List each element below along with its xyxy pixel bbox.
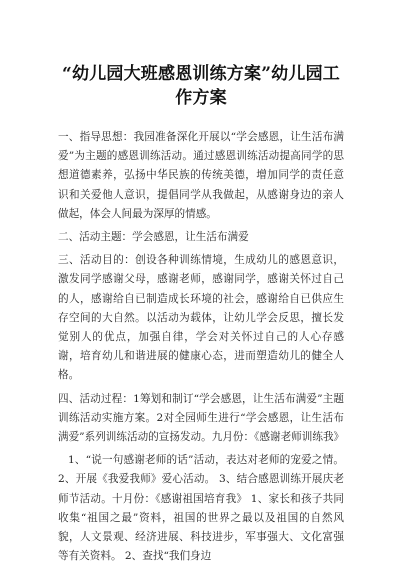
paragraph-activity-purpose: 三、活动目的：创设各种训练情境，生成幼儿的感恩意识，激发同学感谢父母，感谢老师，感谢同学，感谢关怀过自己的人，感谢给自已制造成长环境的社会，感谢给自已供应生存空间的大自然。以活动为载体，让幼儿学会反思，擅长发觉别人的优点，加强自律，学会对关怀过自己的人心存感谢，培育幼儿和谐进展的健康心态，进而塑造幼儿的健全人格。	[58, 254, 344, 382]
paragraph-activity-process: 四、活动过程：1筹划和制订“学会感恩，让生活布满爱”主题训练活动实施方案。2对全园师生进行“学会感恩，让生活布满爱”系列训练活动的宣扬发动。九月份：《感谢老师训练我》	[58, 392, 345, 444]
document-title: “幼儿园大班感恩训练方案”幼儿园工作方案	[62, 64, 340, 108]
paragraph-guiding-ideology: 一、指导思想：我园准备深化开展以“学会感恩，让生活布满爱”为主题的感恩训练活动。通过感恩训练活动提高同学的思想道德素养，弘扬中华民族的传统美德，增加同学的责任意识和关爱他人意识，提倡同学从我做起，从感谢身边的亲人做起，体会人间最为深厚的情感。	[58, 131, 344, 220]
paragraph-monthly-activities: 1、“说一句感谢老师的话”活动，表达对老师的宠爱之情。 2、开展《我爱我师》爱心活动。 3、结合感恩训练开展庆老师节活动。十月份：《感谢祖国培育我》 1、家长和孩子共同收集“祖国之最”资料，祖国的世界之最以及祖国的自然风貌，人文景观、经济进展、科技进步，军事强大、文化富强等有关资料。 2、查找“我们身边	[58, 454, 344, 563]
paragraph-activity-theme: 二、活动主题：学会感恩，让生活布满爱	[58, 231, 249, 244]
